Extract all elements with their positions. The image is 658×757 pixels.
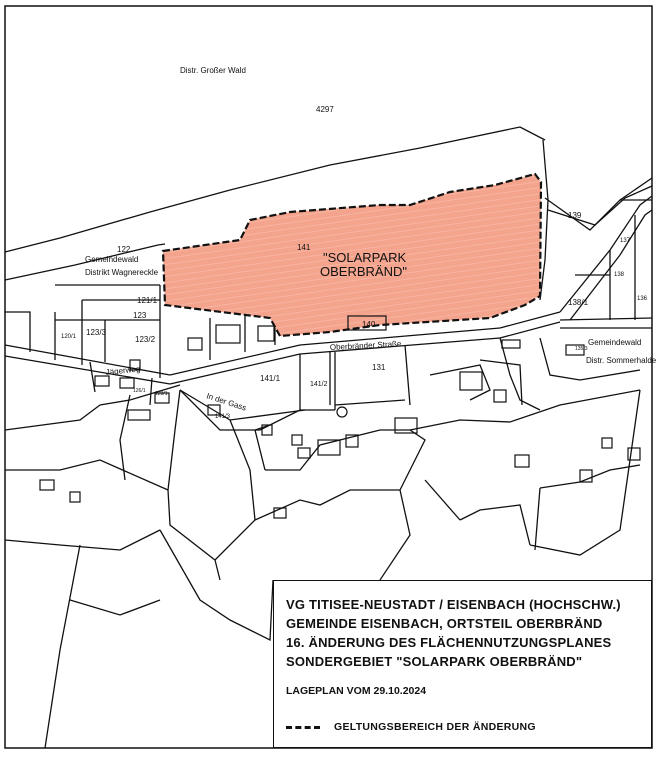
district-gross-wald: Distr. Großer Wald <box>180 66 246 75</box>
parcel-138: 138 <box>614 272 625 278</box>
parcel-123: 123 <box>133 311 147 320</box>
legend-boundary-row <box>286 721 536 733</box>
boundary-dash-symbol <box>286 726 320 729</box>
parcel-138-1: 138/1 <box>568 298 589 307</box>
parcel-126-1: 126/1 <box>133 388 146 394</box>
street-in-der-gass: In der Gass <box>205 391 248 413</box>
parcel-139: 139 <box>568 211 582 220</box>
parcel-135-3: 135/3 <box>575 346 588 352</box>
street-oberbraender: Oberbränder Straße <box>329 339 402 352</box>
parcel-137: 137 <box>620 238 631 244</box>
solar-park-label-line2: OBERBRÄND" <box>320 264 407 279</box>
parcel-123-1: 123/1 <box>155 391 168 397</box>
district-gemeindewald-left: Gemeindewald <box>85 255 139 264</box>
title-line-3: 16. ÄNDERUNG DES FLÄCHENNUTZUNGSPLANES <box>286 635 612 650</box>
parcel-123-2: 123/2 <box>135 335 156 344</box>
parcel-140: 140 <box>362 320 376 329</box>
parcel-141-2: 141/2 <box>310 381 328 388</box>
title-line-1: VG TITISEE-NEUSTADT / EISENBACH (HOCHSCHW.) <box>286 597 621 612</box>
title-line-4: SONDERGEBIET "SOLARPARK OBERBRÄND" <box>286 654 583 669</box>
parcel-121-1: 121/1 <box>137 296 158 305</box>
title-line-2: GEMEINDE EISENBACH, ORTSTEIL OBERBRÄND <box>286 616 603 631</box>
parcel-141-3: 141/3 <box>215 414 231 420</box>
district-sommerhalde: Distr. Sommerhalde <box>586 356 657 365</box>
parcel-123-3: 123/3 <box>86 328 107 337</box>
plan-title <box>286 595 621 671</box>
parcel-120-1: 120/1 <box>61 334 77 340</box>
solar-park-label-line1: "SOLARPARK <box>323 250 407 265</box>
street-jaegerweg: Jägerweg <box>105 364 141 377</box>
plan-date: LAGEPLAN VOM 29.10.2024 <box>286 685 427 697</box>
parcel-141-1: 141/1 <box>260 374 281 383</box>
district-gemeindewald-right: Gemeindewald <box>588 338 642 347</box>
parcel-141: 141 <box>297 243 311 252</box>
parcel-136: 136 <box>637 296 648 302</box>
parcel-4297: 4297 <box>316 105 334 114</box>
district-wagnereckle: Distrikt Wagnereckle <box>85 268 159 277</box>
buildings <box>40 325 640 518</box>
parcel-122: 122 <box>117 245 131 254</box>
parcel-131: 131 <box>372 363 386 372</box>
boundary-label: GELTUNGSBEREICH DER ÄNDERUNG <box>334 721 536 733</box>
legend-box <box>273 580 652 748</box>
